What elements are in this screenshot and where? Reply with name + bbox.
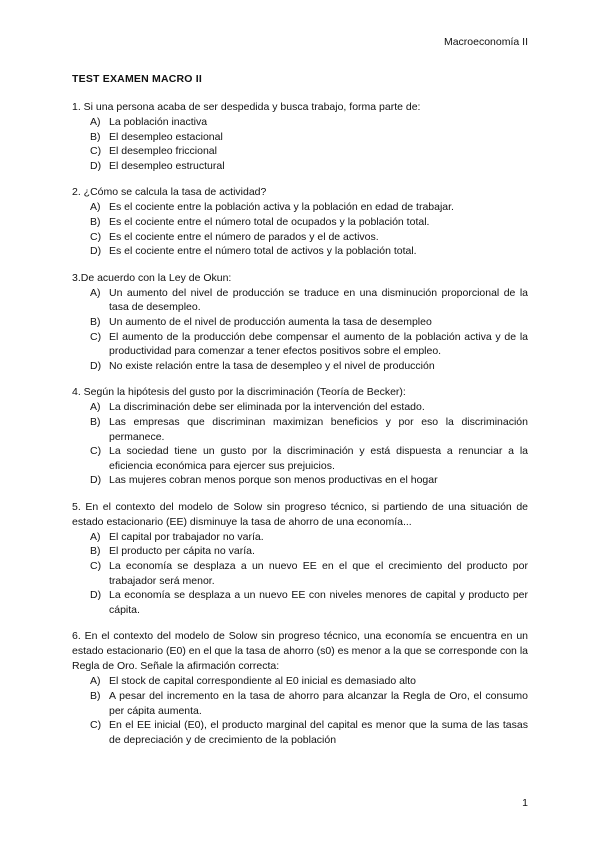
question-4: [72, 385, 528, 488]
answer-option: [72, 415, 528, 444]
answer-option: [72, 144, 528, 159]
answer-option: [72, 588, 528, 617]
option-letter: D): [90, 359, 102, 372]
option-letter: B): [90, 215, 101, 228]
option-text: La sociedad tiene un gusto por la discriminación y está dispuesta a renunciar a la eficiencia económica para ejercer sus prejuicios.: [109, 445, 528, 472]
option-text: Es el cociente entre el número total de activos y la población total.: [109, 245, 417, 258]
question-3: [72, 271, 528, 374]
option-text: Es el cociente entre el número de parados y el de activos.: [109, 230, 379, 243]
option-text: La discriminación debe ser eliminada por la intervención del estado.: [109, 401, 425, 414]
option-letter: D): [90, 474, 102, 487]
exam-title: TEST EXAMEN MACRO II: [72, 73, 203, 85]
option-letter: B): [90, 315, 101, 328]
answer-option: [72, 559, 528, 588]
question-text: 6. En el contexto del modelo de Solow sin progreso técnico, una economía se encuentra en un estado estacionario (E0) en el que la tasa de ahorro (s0) es menor a la que se corresponde con la Regla de Oro. Señale la afirmación correcta:: [72, 630, 528, 673]
page-header: Macroeconomía II: [443, 36, 528, 48]
option-text: La población inactiva: [109, 116, 208, 128]
answer-option: [72, 330, 528, 359]
question-text: 1. Si una persona acaba de ser despedida y busca trabajo, forma parte de:: [72, 101, 421, 113]
answer-option: [72, 230, 528, 245]
question-text: 4. Según la hipótesis del gusto por la discriminación (Teoría de Becker):: [72, 386, 406, 399]
question-text: 5. En el contexto del modelo de Solow sin progreso técnico, si partiendo de una situación de estado estacionario (EE) disminuye la tasa de ahorro de una economía...: [72, 500, 528, 528]
option-letter: A): [90, 401, 101, 414]
answer-options: [72, 286, 528, 374]
option-letter: B): [90, 545, 101, 558]
option-text: El desempleo estacional: [109, 130, 223, 143]
option-letter: A): [90, 201, 101, 214]
option-text: Las empresas que discriminan maximizan beneficios y por eso la discriminación permanece.: [109, 415, 528, 443]
option-text: El capital por trabajador no varía.: [109, 530, 264, 543]
answer-option: [72, 530, 528, 545]
answer-options: [72, 200, 528, 258]
question-text: 2. ¿Cómo se calcula la tasa de actividad?: [72, 186, 267, 199]
option-text: Un aumento del nivel de producción se traduce en una disminución proporcional de la tasa de desempleo.: [109, 286, 528, 314]
option-letter: C): [90, 145, 102, 158]
option-letter: A): [90, 530, 101, 543]
option-text: El aumento de la producción debe compensar el aumento de la población activa y de la productividad para comenzar a tener efectos positivos sobre el empleo.: [109, 330, 528, 358]
question-6: [72, 629, 528, 747]
option-text: A pesar del incremento en la tasa de ahorro para alcanzar la Regla de Oro, el consumo per cápita aumenta.: [109, 690, 528, 717]
answer-options: [72, 400, 528, 488]
option-letter: B): [90, 415, 101, 428]
question-2: [72, 185, 528, 258]
answer-option: [72, 159, 528, 174]
option-text: La economía se desplaza a un nuevo EE con niveles menores de capital y producto per cápita.: [109, 589, 528, 616]
answer-option: [72, 400, 528, 415]
answer-option: [72, 544, 528, 559]
answer-option: [72, 689, 528, 718]
answer-options: [72, 674, 528, 747]
option-text: No existe relación entre la tasa de desempleo y el nivel de producción: [109, 359, 435, 372]
answer-option: [72, 473, 528, 488]
option-text: Es el cociente entre la población activa y la población en edad de trabajar.: [109, 201, 454, 214]
option-text: El stock de capital correspondiente al E0 inicial es demasiado alto: [109, 675, 417, 688]
answer-option: [72, 444, 528, 473]
option-letter: B): [90, 690, 101, 703]
question-1: [72, 100, 528, 173]
option-letter: D): [90, 159, 102, 172]
option-letter: C): [90, 719, 102, 732]
answer-options: [72, 530, 528, 618]
option-letter: D): [90, 245, 102, 258]
questions-list: [72, 100, 528, 759]
option-letter: A): [90, 116, 101, 128]
answer-options: [72, 115, 528, 173]
option-letter: C): [90, 230, 102, 243]
answer-option: [72, 115, 528, 130]
option-letter: A): [90, 675, 101, 688]
answer-option: [72, 359, 528, 374]
question-5: [72, 500, 528, 618]
option-letter: D): [90, 589, 102, 602]
option-letter: A): [90, 286, 101, 299]
answer-option: [72, 200, 528, 215]
option-text: El desempleo friccional: [109, 145, 217, 158]
option-letter: C): [90, 560, 102, 573]
option-text: En el EE inicial (E0), el producto marginal del capital es menor que la suma de las tasas de depreciación y de crecimiento de la población: [109, 719, 528, 746]
option-letter: B): [90, 130, 101, 143]
option-text: Es el cociente entre el número total de ocupados y la población total.: [109, 215, 430, 228]
option-text: La economía se desplaza a un nuevo EE en el que el crecimiento del producto por trabajador será menor.: [109, 560, 528, 587]
option-text: El producto per cápita no varía.: [109, 545, 255, 558]
option-letter: C): [90, 445, 102, 458]
answer-option: [72, 718, 528, 747]
question-text: 3.De acuerdo con la Ley de Okun:: [72, 271, 232, 284]
answer-option: [72, 315, 528, 330]
answer-option: [72, 215, 528, 230]
answer-option: [72, 130, 528, 145]
option-text: Un aumento de el nivel de producción aumenta la tasa de desempleo: [109, 315, 432, 328]
answer-option: [72, 244, 528, 259]
page-number: 1: [522, 797, 528, 809]
answer-option: [72, 286, 528, 315]
option-text: Las mujeres cobran menos porque son menos productivas en el hogar: [109, 474, 438, 487]
option-text: El desempleo estructural: [109, 159, 225, 172]
option-letter: C): [90, 330, 102, 343]
answer-option: [72, 674, 528, 689]
